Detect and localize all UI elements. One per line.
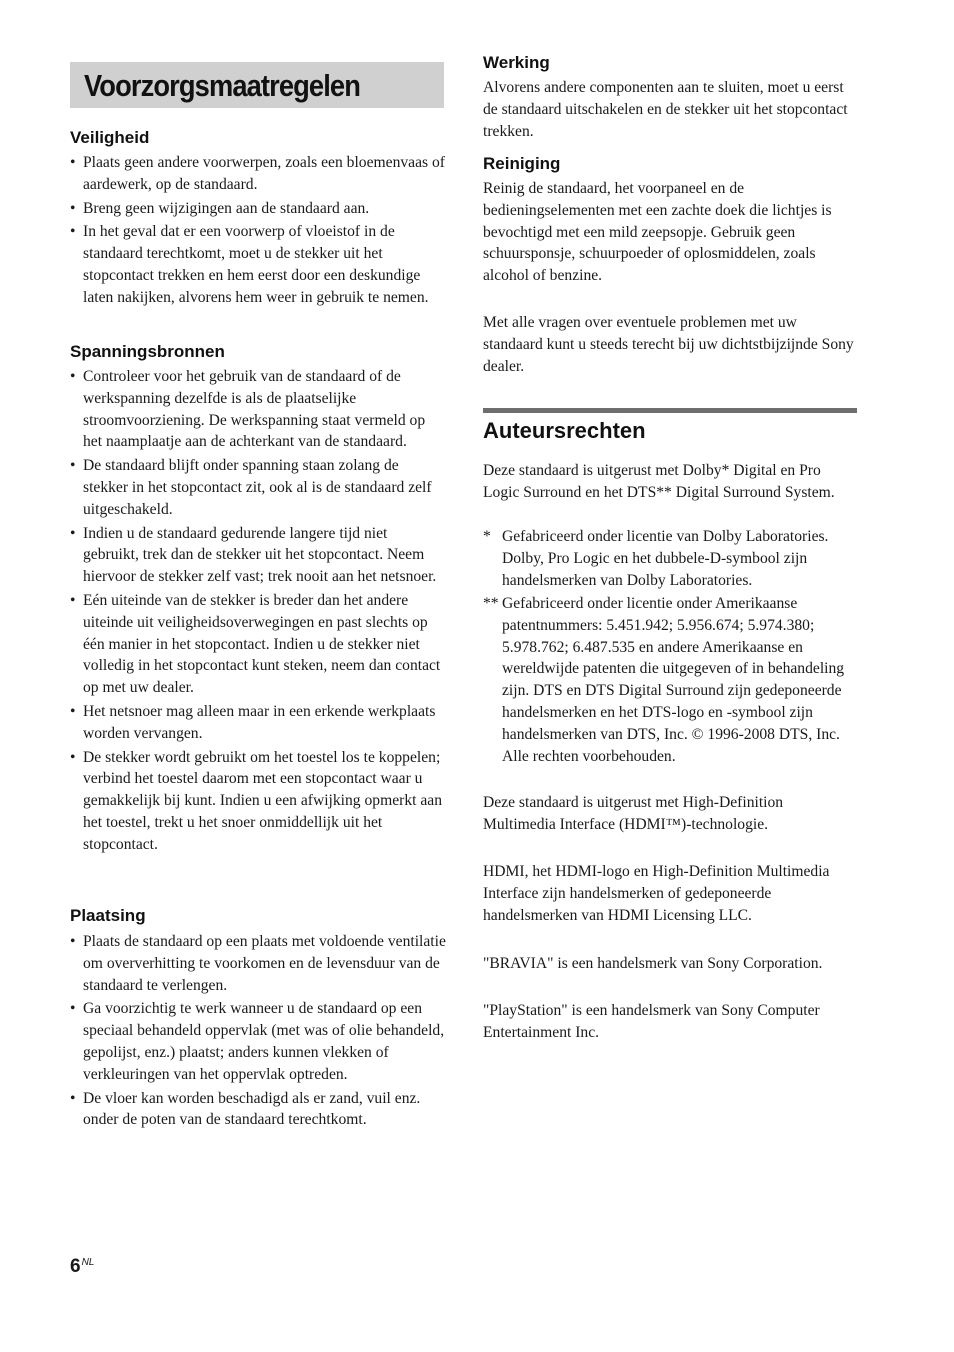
heading-spanningsbronnen: Spanningsbronnen: [70, 342, 225, 361]
werking-text: Alvorens andere componenten aan te sluiten, moet u eerst de standaard uitschakelen en de stekker uit het stopcontact trekken.: [483, 79, 848, 140]
list-item: • Controleer voor het gebruik van de standaard of de werkspanning dezelfde is als de plaatselijke stroomvoorziening. De werkspanning staat vermeld op het naamplaatje aan de achterkant van de standaard.: [70, 366, 442, 453]
list-spanningsbronnen: [70, 366, 442, 858]
bravia-trademark-text: "BRAVIA" is een handelsmerk van Sony Corporation.: [483, 955, 823, 972]
page-language-code: NL: [81, 1257, 95, 1268]
heading-plaatsing: Plaatsing: [70, 906, 146, 925]
list-item: • Plaats geen andere voorwerpen, zoals een bloemenvaas of aardewerk, op de standaard.: [70, 152, 446, 196]
hdmi-technology-text: Deze standaard is uitgerust met High-Definition Multimedia Interface (HDMI™)-technologie.: [483, 794, 784, 833]
list-veiligheid: [70, 152, 446, 311]
heading-werking: Werking: [483, 53, 550, 72]
list-item: • Breng geen wijzigingen aan de standaard aan.: [70, 198, 446, 220]
list-item: • Indien u de standaard gedurende langere tijd niet gebruikt, trek dan de stekker uit het stopcontact. Neem hiervoor de stekker zelf vast; trek nooit aan het netsnoer.: [70, 523, 442, 588]
page-title: Voorzorgsmaatregelen: [84, 68, 361, 103]
footnote-text: Gefabriceerd onder licentie onder Amerikaanse patentnummers: 5.451.942; 5.956.674; 5.974.380; 5.978.762; 6.487.535 en andere Amerikaanse en wereldwijde patenten die uitgegeven of in behandeling zijn. DTS en DTS Digital Surround zijn gedeponeerde handelsmerken en het DTS-logo en -symbool zijn handelsmerken van DTS, Inc. © 1996-2008 DTS, Inc. Alle rechten voorbehouden.: [502, 595, 845, 765]
copyright-intro: Deze standaard is uitgerust met Dolby* Digital en Pro Logic Surround en het DTS** Digital Surround System.: [483, 462, 835, 501]
footnote-dts: [483, 593, 858, 767]
footnote-dolby: [483, 526, 858, 591]
title-banner: [70, 62, 444, 108]
section-rule: [483, 408, 857, 413]
playstation-trademark-text: "PlayStation" is een handelsmerk van Sony Computer Entertainment Inc.: [483, 1002, 820, 1041]
footnote-mark: **: [483, 595, 499, 612]
list-item: • De vloer kan worden beschadigd als er zand, vuil enz. onder de poten van de standaard terechtkomt.: [70, 1088, 446, 1132]
list-item: • Het netsnoer mag alleen maar in een erkende werkplaats worden vervangen.: [70, 701, 442, 745]
heading-veiligheid: Veiligheid: [70, 128, 150, 147]
reiniging-text: Reinig de standaard, het voorpaneel en de bedieningselementen met een zachte doek die lichtjes is bevochtigd met een mild zeepsopje. Gebruik geen schuursponsje, schuurpoeder of oplosmiddelen, zoals alcohol of benzine.: [483, 180, 832, 285]
footnote-text: Gefabriceerd onder licentie van Dolby Laboratories. Dolby, Pro Logic en het dubbele-D-symbool zijn handelsmerken van Dolby Laboratories.: [502, 528, 829, 589]
list-item: • Ga voorzichtig te werk wanneer u de standaard op een speciaal behandeld oppervlak (met was of olie behandeld, gepolijst, enz.) plaatst; anders kunnen vlekken of verkleuringen van het oppervlak optreden.: [70, 998, 446, 1085]
page-number-value: 6: [70, 1256, 81, 1277]
heading-reiniging: Reiniging: [483, 154, 561, 173]
footnote-mark: *: [483, 528, 491, 545]
list-item: • De stekker wordt gebruikt om het toestel los te koppelen; verbind het toestel daarom met een stopcontact waar u gemakkelijk bij kunt. Indien u een afwijking opmerkt aan het toestel, trekt u het snoer onmiddellijk uit het stopcontact.: [70, 747, 442, 856]
list-item: • Eén uiteinde van de stekker is breder dan het andere uiteinde uit veiligheidsoverwegingen en past slechts op één manier in het stopcontact. Indien u de stekker niet volledig in het stopcontact kunt steken, neem dan contact op met uw dealer.: [70, 590, 442, 699]
vragen-text: Met alle vragen over eventuele problemen met uw standaard kunt u steeds terecht bij uw dichtstbijzijnde Sony dealer.: [483, 314, 854, 375]
list-plaatsing: [70, 931, 446, 1133]
list-item: • De standaard blijft onder spanning staan zolang de stekker in het stopcontact zit, ook al is de standaard zelf uitgeschakeld.: [70, 455, 442, 520]
hdmi-trademark-text: HDMI, het HDMI-logo en High-Definition Multimedia Interface zijn handelsmerken of gedeponeerde handelsmerken van HDMI Licensing LLC.: [483, 863, 830, 924]
page-number: [70, 1256, 94, 1278]
list-item: • Plaats de standaard op een plaats met voldoende ventilatie om oververhitting te voorkomen en de levensduur van de standaard te verlengen.: [70, 931, 446, 996]
heading-auteursrechten: Auteursrechten: [483, 418, 646, 443]
list-item: • In het geval dat er een voorwerp of vloeistof in de standaard terechtkomt, moet u de stekker uit het stopcontact trekken en hem eerst door een deskundige laten nakijken, alvorens hem weer in gebruik te nemen.: [70, 221, 446, 308]
